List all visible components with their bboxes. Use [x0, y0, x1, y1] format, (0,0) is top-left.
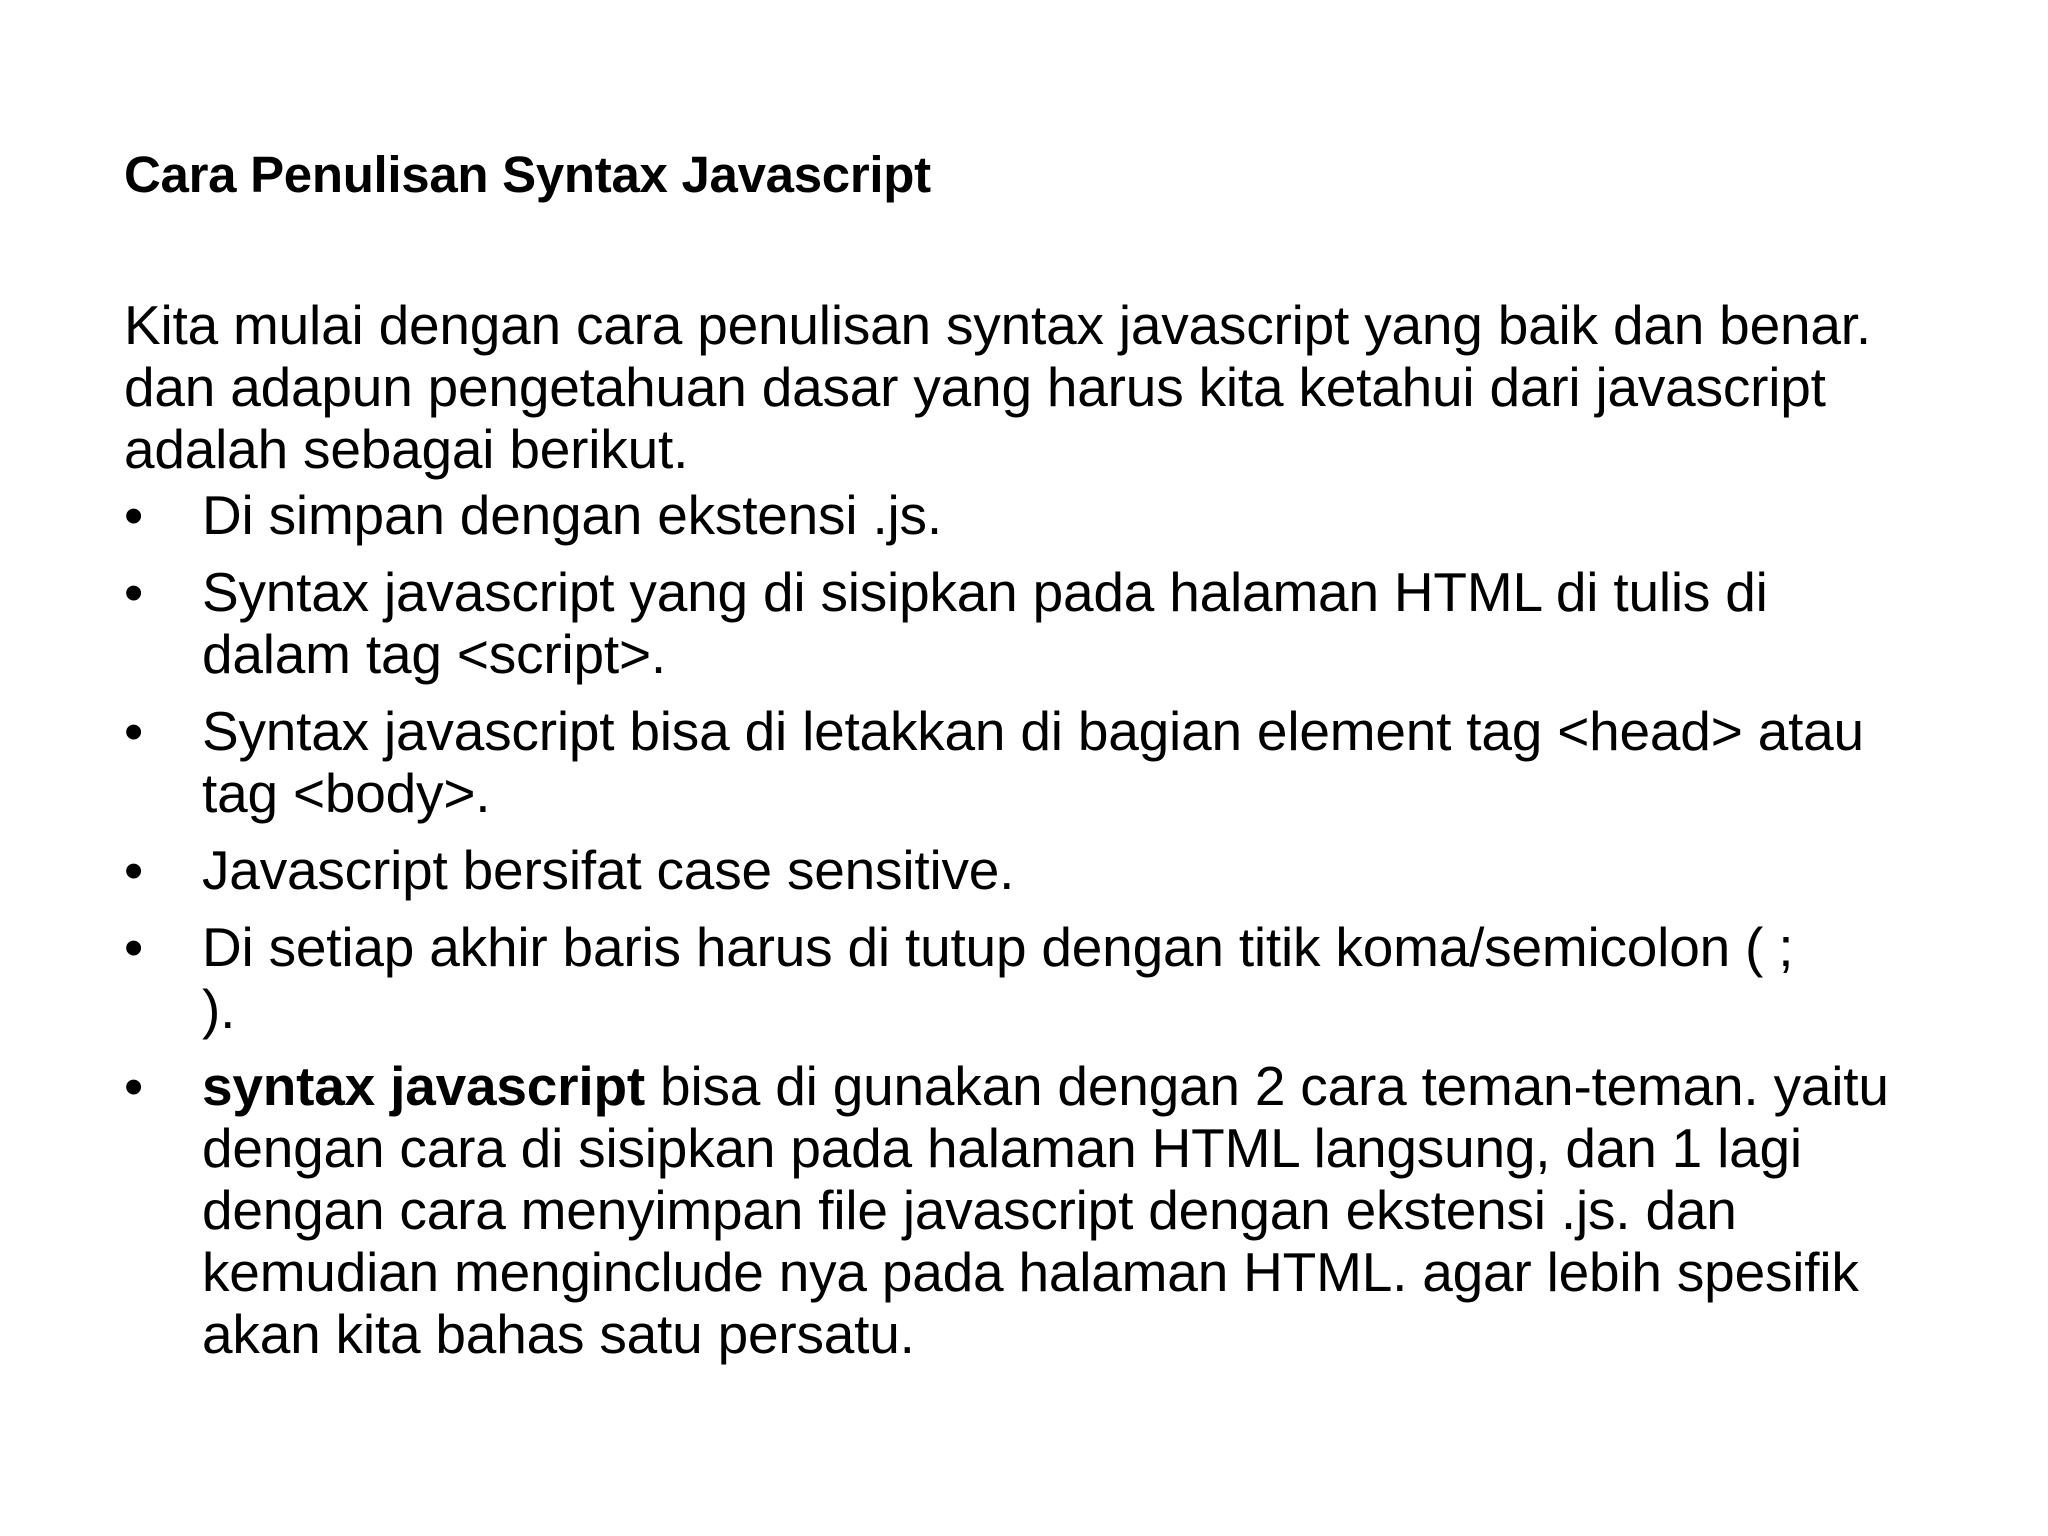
bullet-point-icon: • — [124, 839, 144, 901]
bullet-text — [202, 1055, 1944, 1365]
intro-line: Kita mulai dengan cara penulisan syntax javascript yang baik dan benar. — [124, 294, 1871, 356]
bullet-line: tag <body>. — [202, 762, 491, 824]
bullet-line: Di setiap akhir baris harus di tutup dengan titik koma/semicolon ( ; — [202, 916, 1794, 978]
bullet-point-icon: • — [124, 484, 144, 546]
bullet-text — [202, 700, 1944, 824]
slide-content — [124, 294, 1944, 1380]
bullet-line: Syntax javascript yang di sisipkan pada halaman HTML di tulis di — [202, 561, 1768, 623]
intro-line: dan adapun pengetahuan dasar yang harus kita ketahui dari javascript — [124, 356, 1826, 418]
bullet-line: Syntax javascript bisa di letakkan di bagian element tag <head> atau — [202, 700, 1864, 762]
bullet-line-rest: bisa di gunakan dengan 2 cara teman-teman. yaitu — [644, 1055, 1889, 1117]
bullet-line — [202, 1055, 1944, 1117]
bullet-text — [202, 561, 1944, 685]
intro-paragraph — [124, 294, 1944, 480]
bullet-point-icon: • — [124, 916, 144, 978]
bullet-item — [124, 916, 1944, 1040]
bullet-text — [202, 484, 1944, 546]
bullet-line: ). — [202, 978, 236, 1040]
bullet-item — [124, 1055, 1944, 1365]
bullet-line: dalam tag <script>. — [202, 623, 666, 685]
bullet-text — [202, 916, 1944, 1040]
bullet-item — [124, 839, 1944, 901]
bullet-text — [202, 839, 1944, 901]
bullet-line: Javascript bersifat case sensitive. — [202, 839, 1015, 901]
bullet-point-icon: • — [124, 561, 144, 623]
bullet-item — [124, 700, 1944, 824]
intro-line: adalah sebagai berikut. — [124, 418, 689, 480]
bullet-line: kemudian menginclude nya pada halaman HTML. agar lebih spesifik — [202, 1241, 1859, 1303]
bullet-line: dengan cara di sisipkan pada halaman HTML langsung, dan 1 lagi — [202, 1117, 1802, 1179]
bullet-item — [124, 484, 1944, 546]
slide-title: Cara Penulisan Syntax Javascript — [124, 146, 931, 203]
bold-term: syntax javascript — [202, 1055, 645, 1117]
bullet-line: dengan cara menyimpan file javascript dengan ekstensi .js. dan — [202, 1179, 1737, 1241]
bullet-point-icon: • — [124, 1055, 144, 1117]
bullet-item — [124, 561, 1944, 685]
bullet-line: akan kita bahas satu persatu. — [202, 1303, 915, 1365]
bullet-line: Di simpan dengan ekstensi .js. — [202, 484, 942, 546]
bullet-point-icon: • — [124, 700, 144, 762]
bullet-list — [124, 484, 1944, 1365]
